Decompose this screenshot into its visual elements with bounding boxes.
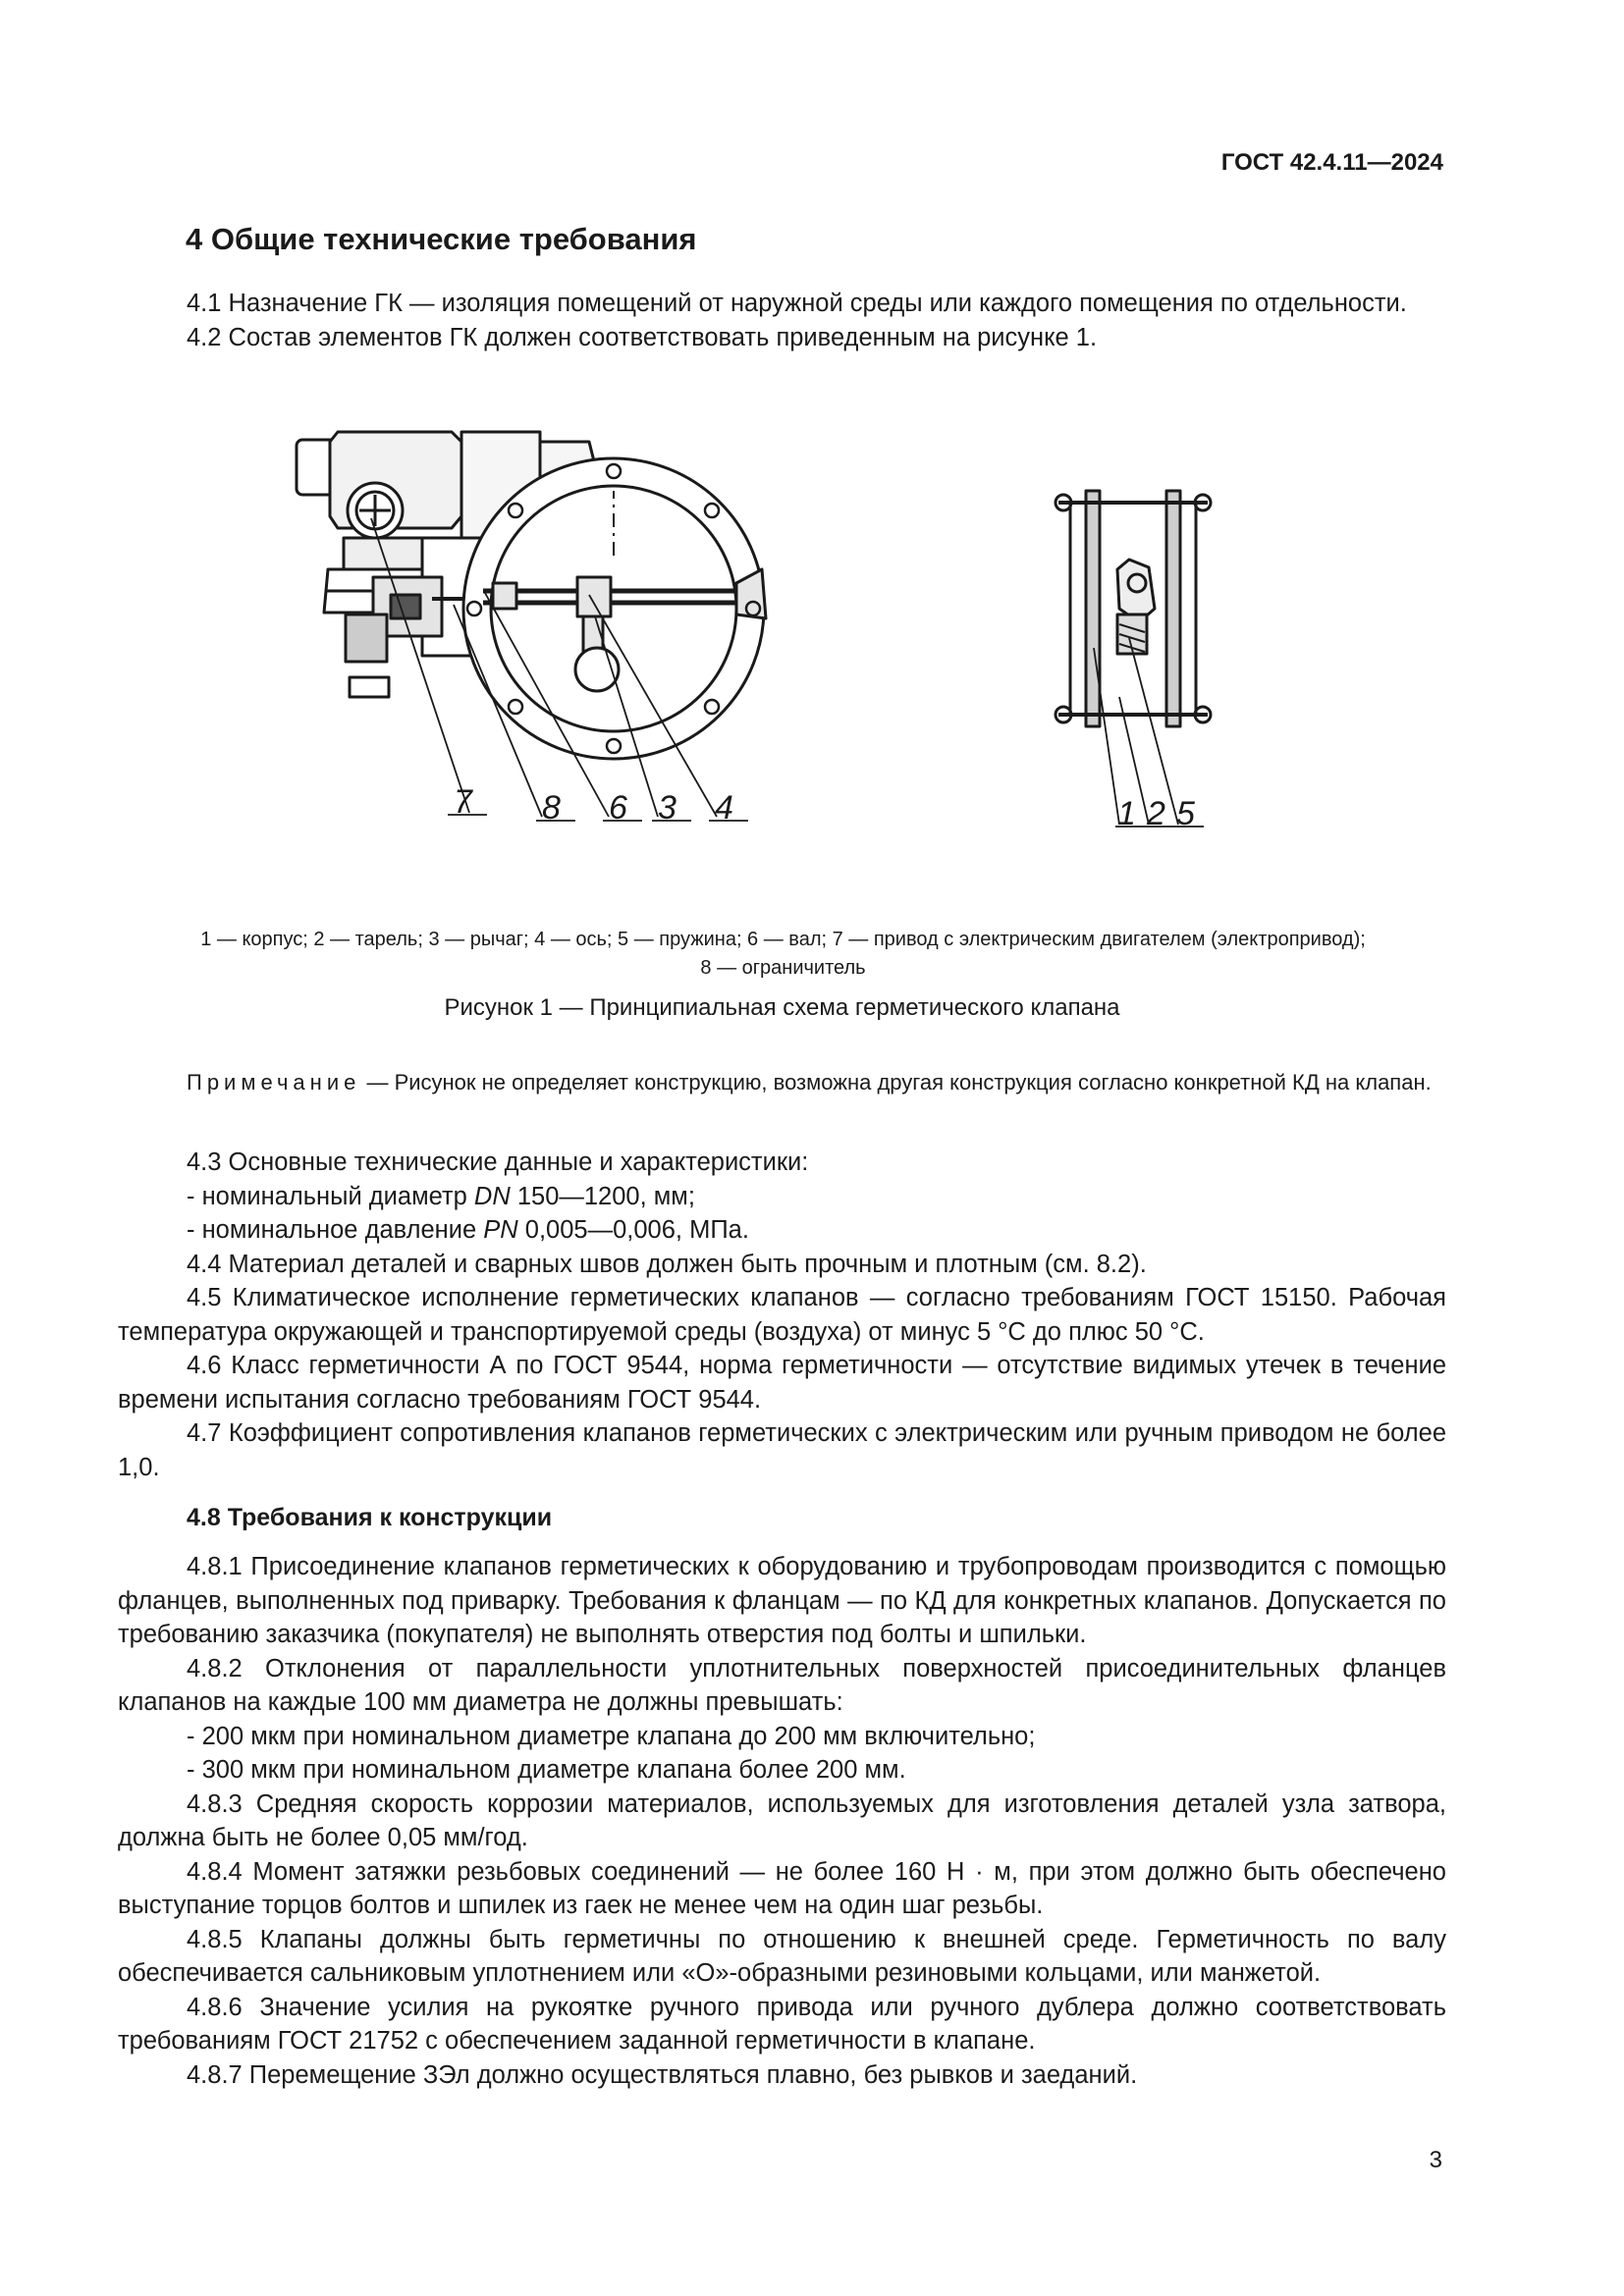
callout-4: 4 [715, 789, 733, 827]
callout-6: 6 [609, 789, 627, 827]
valve-side-view [1056, 491, 1211, 726]
callout-7: 7 [454, 783, 472, 821]
note-text: — Рисунок не определяет конструкцию, возможна другая конструкция согласно конкретной КД на клапан. [360, 1070, 1432, 1095]
flange-front-view [463, 458, 766, 759]
paragraph-4-8-4: 4.8.4 Момент затяжки резьбовых соединений — не более 160 Н · м, при этом должно быть обеспечено выступание торцов болтов и шпилек из гаек не менее чем на один шаг резьбы. [118, 1857, 1446, 1919]
paragraph-4-3: 4.3 Основные технические данные и характеристики: [187, 1148, 809, 1176]
note-label: Примечание [187, 1070, 361, 1095]
figure-legend [108, 926, 1458, 983]
bullet-200-um: - 200 мкм при номинальном диаметре клапана до 200 мм включительно; [187, 1722, 1036, 1750]
callout-5: 5 [1176, 795, 1195, 832]
bullet-300-um: - 300 мкм при номинальном диаметре клапана более 200 мм. [187, 1756, 906, 1784]
construction-block [118, 1550, 1446, 2092]
section-title: 4 Общие технические требования [186, 222, 697, 256]
paragraph-4-1: 4.1 Назначение ГК — изоляция помещений от наружной среды или каждого помещения по отдельности. [187, 290, 1407, 317]
valve-schematic-figure [265, 422, 1463, 874]
callout-2: 2 [1147, 795, 1165, 832]
figure-note [118, 1067, 1446, 1098]
spec-nominal-pressure: - номинальное давление PN 0,005—0,006, МПа. [187, 1216, 749, 1244]
spec-nominal-diameter: - номинальный диаметр DN 150—1200, мм; [187, 1182, 695, 1210]
paragraph-4-2: 4.2 Состав элементов ГК должен соответствовать приведенным на рисунке 1. [187, 323, 1098, 351]
paragraph-4-4: 4.4 Материал деталей и сварных швов должен быть прочным и плотным (см. 8.2). [187, 1250, 1147, 1278]
callout-8: 8 [542, 789, 561, 827]
callout-labels [454, 783, 1195, 832]
paragraph-4-8-7: 4.8.7 Перемещение ЗЭл должно осуществляться плавно, без рывков и заеданий. [187, 2060, 1138, 2089]
paragraph-4-8-5: 4.8.5 Клапаны должны быть герметичны по отношению к внешней среде. Герметичность по валу обеспечивается сальниковым уплотнением или «О»-образными резиновыми кольцами, или манжетой. [118, 1925, 1446, 1987]
paragraph-4-8-6: 4.8.6 Значение усилия на рукоятке ручного привода или ручного дублера должно соответствовать требованиям ГОСТ 21752 с обеспечением заданной герметичности в клапане. [118, 1993, 1446, 2055]
callout-3: 3 [658, 789, 677, 827]
figure-caption: Рисунок 1 — Принципиальная схема герметического клапана [444, 994, 1120, 1021]
specs-block [118, 1146, 1446, 1484]
paragraph-4-8-2: 4.8.2 Отклонения от параллельности уплотнительных поверхностей присоединительных фланцев клапанов на каждые 100 мм диаметра не должны превышать: [118, 1654, 1446, 1716]
legend-line-2: 8 — ограничитель [700, 957, 866, 979]
paragraph-4-8-3: 4.8.3 Средняя скорость коррозии материалов, используемых для изготовления деталей узла затвора, должна быть не более 0,05 мм/год. [118, 1789, 1446, 1851]
page-number: 3 [1429, 2147, 1442, 2173]
intro-block [118, 287, 1446, 354]
subsection-4-8-title: 4.8 Требования к конструкции [187, 1504, 553, 1531]
paragraph-4-7: 4.7 Коэффициент сопротивления клапанов герметических с электрическим или ручным приводом не более 1,0. [118, 1419, 1446, 1481]
paragraph-4-6: 4.6 Класс герметичности А по ГОСТ 9544, норма герметичности — отсутствие видимых утечек в течение времени испытания согласно требованиям ГОСТ 9544. [118, 1352, 1446, 1414]
paragraph-4-8-1: 4.8.1 Присоединение клапанов герметических к оборудованию и трубопроводам производится с помощью фланцев, выполненных под приварку. Требования к фланцам — по КД для конкретных клапанов. Допускается по требованию заказчика (покупателя) не выполнять отверстия под болты и шпильки. [118, 1553, 1446, 1648]
legend-line-1: 1 — корпус; 2 — тарель; 3 — рычаг; 4 — ось; 5 — пружина; 6 — вал; 7 — привод с электрическим двигателем (электропривод); [200, 929, 1366, 950]
paragraph-4-5: 4.5 Климатическое исполнение герметических клапанов — согласно требованиям ГОСТ 15150. Рабочая температура окружающей и транспортируемой среды (воздуха) от минус 5 °С до плюс 50 °С. [118, 1284, 1446, 1346]
standard-code: ГОСТ 42.4.11—2024 [1220, 149, 1443, 176]
callout-1: 1 [1117, 795, 1136, 832]
